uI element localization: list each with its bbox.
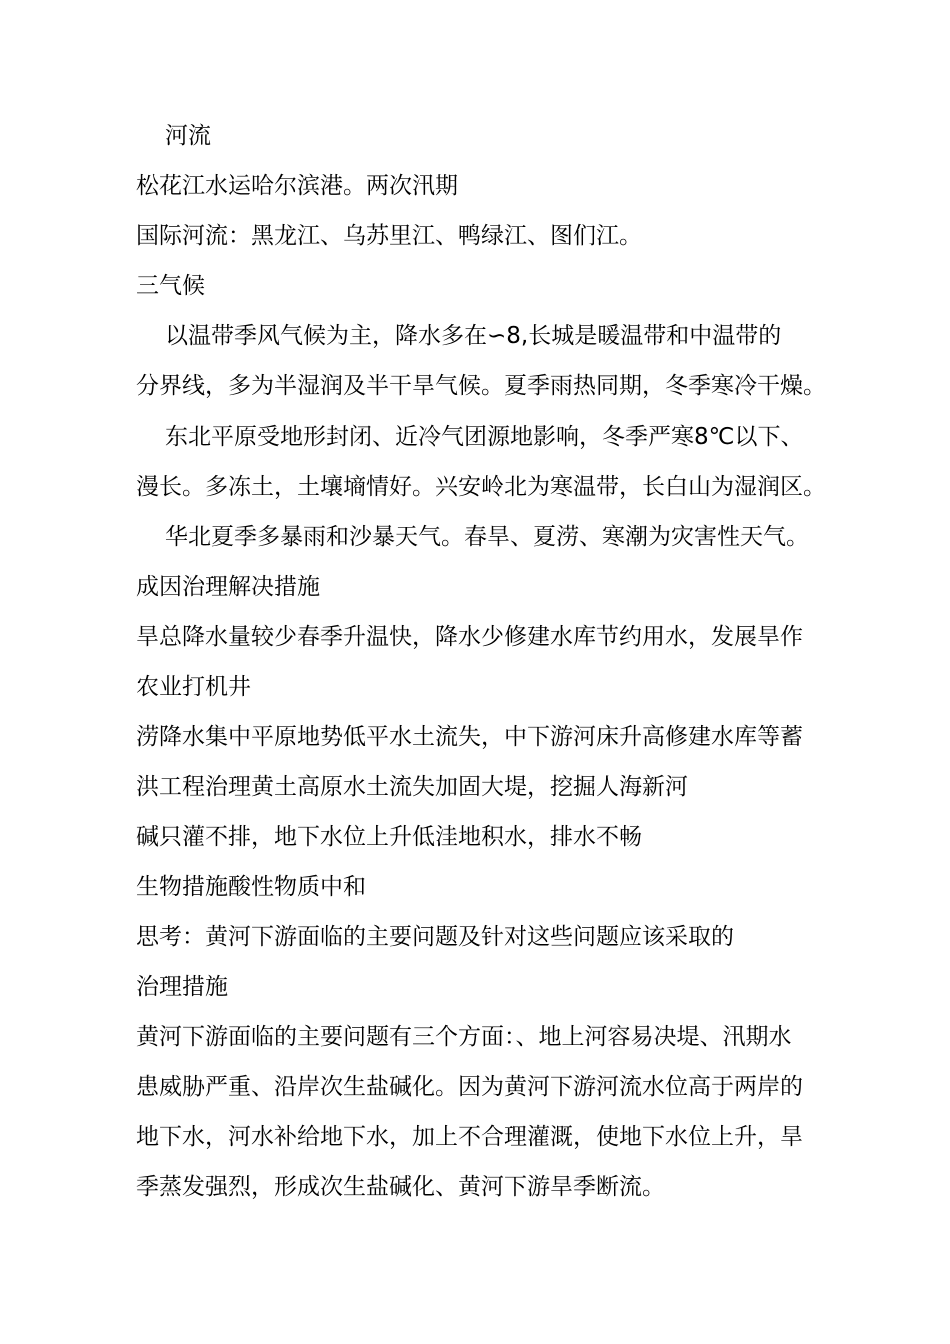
- answer-line: 患威胁严重、沿岸次生盐碱化。因为黄河下游河流水位高于两岸的: [136, 1074, 803, 1100]
- answer-line: 季蒸发强烈，形成次生盐碱化、黄河下游旱季断流。: [136, 1174, 665, 1200]
- paragraph-line: 洪工程治理黄土高原水土流失加固大堤，挖掘人海新河: [136, 774, 688, 800]
- question-line: 思考：黄河下游面临的主要问题及针对这些问题应该采取的: [136, 924, 734, 950]
- question-line: 治理措施: [136, 974, 228, 1000]
- answer-line: 地下水，河水补给地下水，加上不合理灌溉，使地下水位上升，旱: [136, 1124, 803, 1150]
- paragraph-line: 松花江水运哈尔滨港。两次汛期: [136, 173, 458, 199]
- paragraph-line: 分界线，多为半湿润及半干旱气候。夏季雨热同期，冬季寒冷干燥。: [136, 373, 826, 399]
- table-header-line: 成因治理解决措施: [136, 574, 320, 600]
- paragraph-line: 碱只灌不排，地下水位上升低洼地积水，排水不畅: [136, 824, 642, 850]
- paragraph-line: 以温带季风气候为主，降水多在∽8,长城是暖温带和中温带的: [165, 323, 782, 349]
- answer-line: 黄河下游面临的主要问题有三个方面：、地上河容易决堤、汛期水: [136, 1024, 792, 1050]
- paragraph-line: 国际河流：黑龙江、乌苏里江、鸭绿江、图们江。: [136, 223, 642, 249]
- paragraph-line: 农业打机井: [136, 674, 251, 700]
- paragraph-line: 华北夏季多暴雨和沙暴天气。春旱、夏涝、寒潮为灾害性天气。: [165, 524, 809, 550]
- paragraph-line: 东北平原受地形封闭、近冷气团源地影响，冬季严寒8℃以下、: [165, 424, 804, 450]
- paragraph-line: 旱总降水量较少春季升温快，降水少修建水库节约用水，发展旱作: [136, 624, 803, 650]
- heading-climate: 三气候: [136, 273, 205, 299]
- paragraph-line: 生物措施酸性物质中和: [136, 874, 366, 900]
- heading-rivers: 河流: [165, 123, 211, 149]
- paragraph-line: 涝降水集中平原地势低平水土流失，中下游河床升高修建水库等蓄: [136, 724, 803, 750]
- paragraph-line: 漫长。多冻土，土壤墒情好。兴安岭北为寒温带，长白山为湿润区。: [136, 474, 826, 500]
